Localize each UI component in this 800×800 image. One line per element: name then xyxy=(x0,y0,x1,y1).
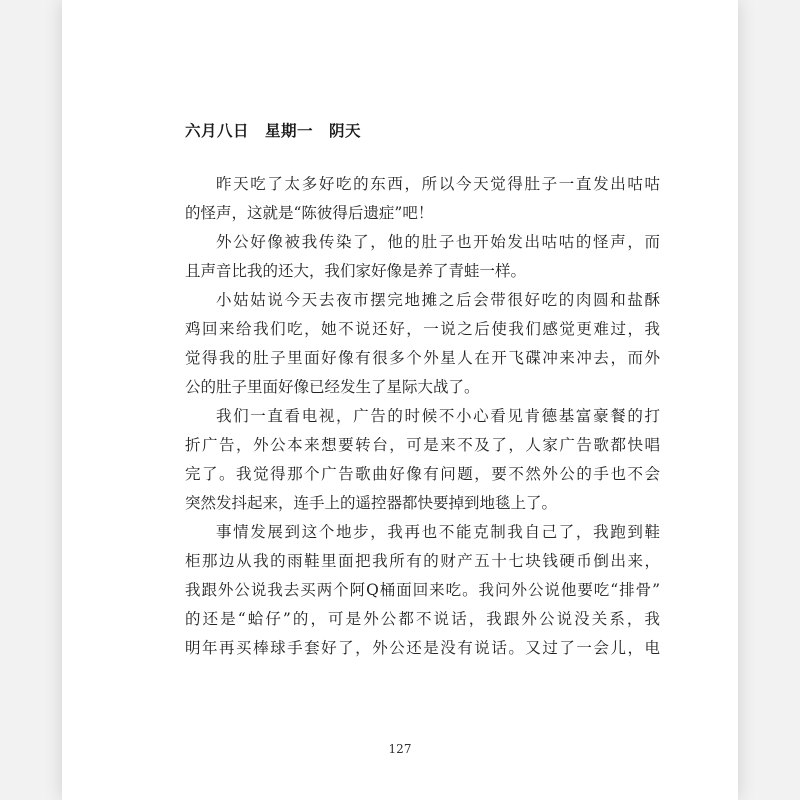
text-line: 柜那边从我的雨鞋里面把我所有的财产五十七块钱硬币倒出来， xyxy=(185,552,660,570)
text-line: 的怪声，这就是“陈彼得后遗症”吧！ xyxy=(185,204,434,222)
text-line: 且声音比我的还大，我们家好像是养了青蛙一样。 xyxy=(185,262,527,280)
text-line: 完了。我觉得那个广告歌曲好像有问题，要不然外公的手也不会 xyxy=(185,465,660,483)
diary-date-heading: 六月八日 星期一 阴天 xyxy=(185,121,362,140)
text-line: 明年再买棒球手套好了，外公还是没有说话。又过了一会儿，电 xyxy=(185,639,660,657)
text-line: 事情发展到这个地步，我再也不能克制我自己了，我跑到鞋 xyxy=(216,523,660,541)
text-line: 小姑姑说今天去夜市摆完地摊之后会带很好吃的肉圆和盐酥 xyxy=(216,291,660,309)
text-line: 外公好像被我传染了，他的肚子也开始发出咕咕的怪声，而 xyxy=(216,233,660,251)
text-line: 我们一直看电视，广告的时候不小心看见肯德基富豪餐的打 xyxy=(216,407,660,425)
text-line: 突然发抖起来，连手上的遥控器都快要掉到地毯上了。 xyxy=(185,494,558,512)
diary-body xyxy=(185,170,660,663)
page-number: 127 xyxy=(388,742,412,756)
text-line: 我跟外公说我去买两个阿Q桶面回来吃。我问外公说他要吃“排骨” xyxy=(185,581,660,599)
text-line: 折广告，外公本来想要转台，可是来不及了，人家广告歌都快唱 xyxy=(185,436,660,454)
text-line: 鸡回来给我们吃，她不说还好，一说之后使我们感觉更难过，我 xyxy=(185,320,660,338)
text-line: 公的肚子里面好像已经发生了星际大战了。 xyxy=(185,378,480,396)
text-line: 的还是“蛤仔”的，可是外公都不说话，我跟外公说没关系，我 xyxy=(185,610,660,628)
text-line: 觉得我的肚子里面好像有很多个外星人在开飞碟冲来冲去，而外 xyxy=(185,349,660,367)
book-page xyxy=(62,0,738,800)
text-line: 昨天吃了太多好吃的东西，所以今天觉得肚子一直发出咕咕 xyxy=(216,175,660,193)
